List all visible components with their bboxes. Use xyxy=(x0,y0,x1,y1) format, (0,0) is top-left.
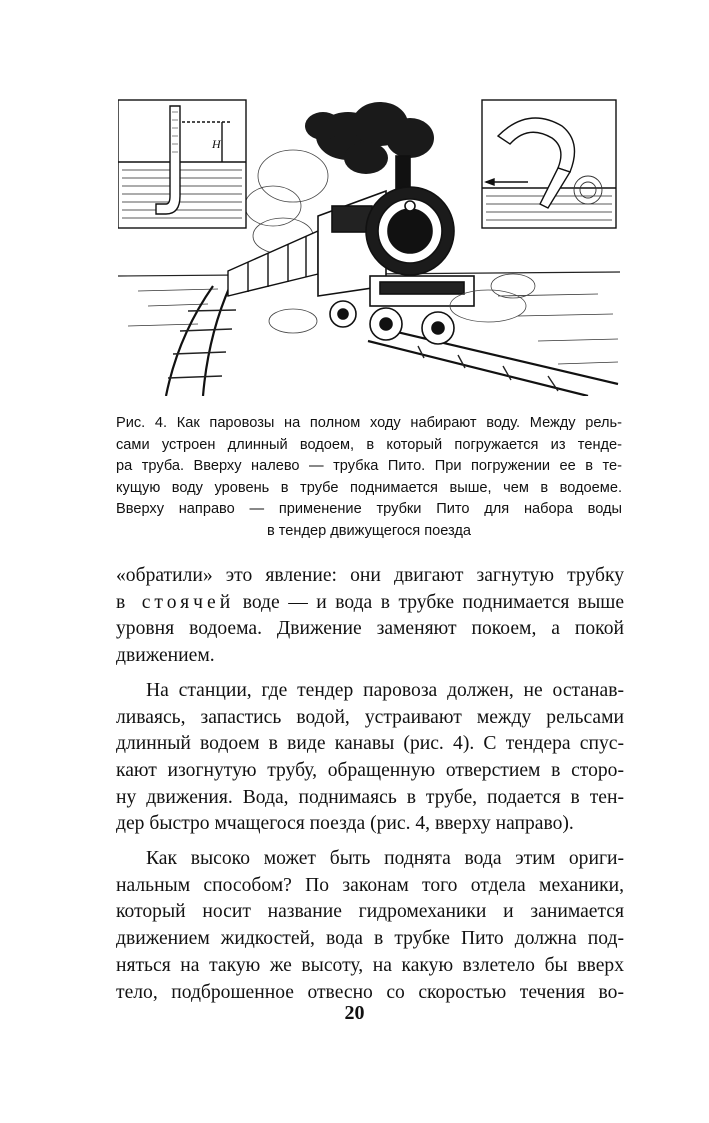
text-line: нальным способом? По законам того отдела механики, xyxy=(116,874,624,896)
text-line: Как высоко может быть поднята вода этим ориги- xyxy=(146,848,624,870)
paragraph-1 xyxy=(116,563,624,670)
text-line: движением жидкостей, вода в трубке Пито должна под- xyxy=(116,928,624,950)
caption-line: Вверху направо — применение трубки Пито для набора воды xyxy=(116,501,622,518)
text-line: уровня водоема. Движение заменяют покоем, а покой xyxy=(116,618,624,640)
inset-height-marker: H xyxy=(212,137,221,151)
paragraph-2 xyxy=(116,678,624,838)
caption-line: ра труба. Вверху налево — трубка Пито. При погружении ее в те- xyxy=(116,458,622,475)
text-line: тело, подброшенное отвесно со скоростью течения во- xyxy=(116,981,624,1003)
figure-locomotive-illustration xyxy=(118,96,620,396)
inset-pitot-tube xyxy=(118,100,246,228)
caption-line: в тендер движущегося поезда xyxy=(266,522,472,539)
text-line: няться на такую же высоту, на какую взлетело бы вверх xyxy=(116,954,624,976)
caption-line: Рис. 4. Как паровозы на полном ходу набирают воду. Между рель- xyxy=(116,415,622,431)
text-line xyxy=(116,590,624,617)
inset-tender-scoop xyxy=(482,100,616,228)
page-number: 20 xyxy=(344,1002,365,1024)
emphasized-text: в стоячей xyxy=(116,591,235,613)
text-line: ну движения. Вода, поднимаясь в трубе, подается в тен- xyxy=(116,786,624,808)
figure-caption xyxy=(116,413,622,543)
body-text xyxy=(116,563,624,1006)
text-line: ливаясь, запастись водой, устраивают между рельсами xyxy=(116,706,624,728)
text-line: На станции, где тендер паровоза должен, не останав- xyxy=(146,679,624,701)
paragraph-3 xyxy=(116,846,624,1006)
text-line: дер быстро мчащегося поезда (рис. 4, вверху направо). xyxy=(116,813,574,835)
locomotive-illustration-image xyxy=(118,96,620,396)
text-fragment: воде — и вода в трубке поднимается выше xyxy=(234,591,625,613)
text-line: кают изогнутую трубу, обращенную отверстием в сторо- xyxy=(116,759,624,781)
caption-line: кущую воду уровень в трубе поднимается выше, чем в водоеме. xyxy=(116,479,622,496)
text-line: который носит название гидромеханики и занимается xyxy=(116,901,624,923)
text-line: «обратили» это явление: они двигают загнутую трубку xyxy=(116,565,624,586)
caption-line: сами устроен длинный водоем, в который погружается из тенде- xyxy=(116,436,622,453)
text-line: движением. xyxy=(116,645,215,667)
text-line: длинный водоем в виде канавы (рис. 4). С тендера спус- xyxy=(116,733,624,755)
